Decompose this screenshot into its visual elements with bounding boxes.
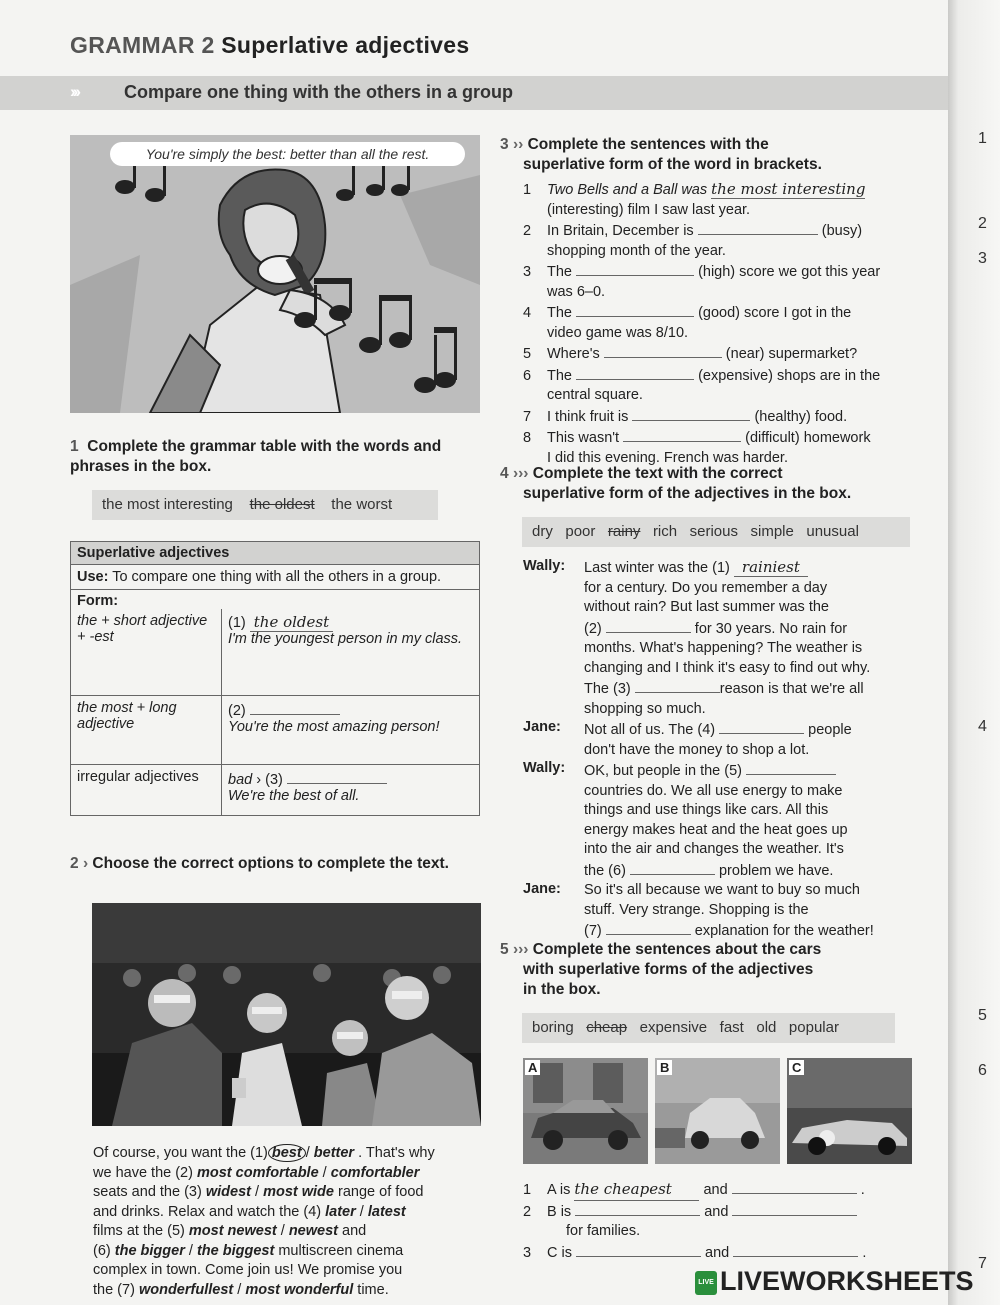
option[interactable]: the biggest (196, 1242, 275, 1259)
option[interactable]: most newest (188, 1223, 277, 1239)
ex1-number: 1 (70, 438, 79, 455)
item-text: In Britain, December is (547, 223, 694, 239)
ex5-instruction: in the box. (523, 981, 601, 998)
speech-text (584, 760, 918, 881)
option[interactable]: the bigger (114, 1242, 185, 1259)
answer-field[interactable]: rainiest (734, 558, 808, 577)
margin-number: 1 (978, 130, 987, 147)
item-text: I did this evening. French was harder. (547, 449, 788, 466)
item-number: 1 (523, 1182, 532, 1198)
speaker-name: Wally: (523, 558, 566, 574)
text-segment: the (7) (93, 1281, 135, 1298)
ex4-instruction: Complete the text with the correct (532, 465, 783, 482)
ex5-item (523, 1242, 903, 1264)
ex3-instruction: superlative form of the word in brackets. (523, 156, 822, 173)
answer-1[interactable]: the oldest (250, 613, 333, 632)
answer-field[interactable] (576, 1242, 701, 1257)
ex3-instruction: Complete the sentences with the (527, 136, 769, 153)
speech-text (584, 558, 918, 719)
box-word: boring (532, 1019, 574, 1036)
item-text: (near) supermarket? (725, 346, 858, 362)
answer-field[interactable]: the cheapest (574, 1180, 699, 1201)
box-word: serious (689, 523, 738, 540)
ex5-item (523, 1179, 903, 1201)
item-number: 2 (523, 1203, 532, 1220)
item-text: . (862, 1244, 867, 1261)
banner-arrows-icon: ››› (70, 82, 78, 101)
ex3-item (523, 220, 923, 242)
text-segment: time. (357, 1281, 389, 1298)
item-number: 1 (523, 182, 532, 198)
ex2-heading (70, 854, 480, 874)
use-text: To compare one thing with all the others in a group. (112, 569, 442, 585)
item-text: I think fruit is (547, 408, 629, 425)
box-word-crossed: the oldest (249, 496, 315, 513)
ex3-item (523, 302, 923, 324)
photo-label: B (657, 1060, 672, 1075)
item-text: (good) score I got in the (698, 305, 852, 321)
photo-label: C (789, 1060, 804, 1075)
item-text: . (860, 1182, 865, 1198)
ex5-instruction: Complete the sentences about the cars (532, 941, 822, 958)
singer-illustration (70, 135, 480, 413)
answer-field[interactable] (733, 1242, 858, 1257)
item-text: for families. (566, 1223, 641, 1239)
box-word: fast (719, 1019, 744, 1036)
item-text: B is (547, 1203, 572, 1220)
ex3-items (523, 180, 923, 468)
form-rule-irregular: irregular adjectives (77, 769, 199, 785)
answer-field[interactable] (732, 1179, 857, 1194)
form-rule-long: the most + long adjective (77, 700, 177, 732)
item-text: (difficult) homework (745, 430, 871, 446)
option-selected[interactable]: best (268, 1144, 306, 1162)
box-word-crossed: rainy (607, 523, 641, 540)
item-text: central square. (547, 387, 643, 403)
ex3-item (523, 365, 923, 387)
ex5-items (523, 1179, 903, 1263)
box-word: unusual (806, 523, 859, 540)
speaker-name: Jane: (523, 881, 561, 897)
speaker-name: Jane: (523, 719, 561, 735)
item-text: The (547, 305, 572, 321)
item-text: (high) score we got this year (698, 264, 881, 280)
answer-field[interactable] (746, 760, 836, 775)
item-text: (healthy) food. (754, 408, 848, 425)
item-number: 4 (523, 305, 532, 321)
box-word: the most interesting (102, 496, 233, 513)
text-segment: changing and I think it's easy to find out why. (584, 659, 871, 676)
text-segment: So it's all because we want to buy so much (584, 882, 860, 898)
box-word: expensive (639, 1019, 708, 1036)
answer-field[interactable] (575, 1201, 700, 1216)
cinema-photo (92, 903, 481, 1126)
item-text: and (705, 1244, 730, 1261)
item-number: 2 (523, 223, 532, 239)
answer-field[interactable] (630, 860, 715, 875)
level-arrow-icon: ›› (512, 136, 524, 153)
ex5-word-box (522, 1013, 895, 1043)
ex1-word-box (92, 490, 438, 520)
item-text: Where's (547, 346, 600, 362)
example-3: We're the best of all. (228, 788, 360, 804)
ex3-heading (500, 135, 900, 175)
option[interactable]: later (325, 1203, 356, 1220)
margin-number: 2 (978, 215, 987, 232)
text-segment: (6) (93, 1242, 111, 1259)
option[interactable]: comfortabler (330, 1164, 420, 1181)
level-arrow-icon: ››› (512, 465, 529, 482)
blank-number: (1) (228, 615, 246, 631)
example-1: I'm the youngest person in my class. (228, 631, 463, 647)
ex3-number: 3 (500, 136, 509, 153)
answer-field[interactable] (604, 343, 722, 358)
margin-number: 4 (978, 718, 987, 735)
grammar-table (70, 541, 480, 816)
item-number: 6 (523, 367, 532, 384)
option[interactable]: better (313, 1145, 355, 1161)
text-segment: multiscreen cinema (278, 1242, 404, 1259)
text-segment: into the air and changes the weather. It's (584, 841, 844, 857)
item-text: and (703, 1182, 728, 1198)
text-segment: Of course, you want the (1) (93, 1145, 268, 1161)
level-arrow-icon: ››› (512, 941, 529, 958)
table-use-row (71, 565, 479, 590)
item-number: 7 (523, 408, 532, 425)
item-number: 5 (523, 346, 532, 362)
text-segment: the (6) (584, 862, 626, 879)
margin-number: 5 (978, 1007, 987, 1024)
text-segment: reason is that we're all (719, 681, 864, 697)
item-text: (interesting) film I saw last year. (547, 201, 751, 218)
text-segment: and (342, 1223, 367, 1239)
text-segment: people (808, 722, 852, 738)
option[interactable]: most wide (263, 1184, 334, 1200)
ex5-number: 5 (500, 941, 509, 958)
irregular-base: bad (228, 772, 253, 788)
next-page-edge (948, 0, 1000, 1305)
answer-field[interactable] (719, 719, 804, 734)
table-title: Superlative adjectives (71, 542, 479, 565)
text-segment: things and use things like cars. All this (584, 802, 829, 818)
arrow-icon: › (256, 772, 262, 788)
speaker-name: Wally: (523, 760, 566, 776)
item-text: The (547, 367, 572, 384)
ex3-item (523, 427, 923, 449)
answer-field[interactable] (632, 406, 750, 421)
text-segment: stuff. Very strange. Shopping is the (584, 901, 809, 918)
box-word: popular (788, 1019, 839, 1036)
text-segment: and drinks. Relax and watch the (4) (93, 1203, 322, 1220)
item-text: This wasn't (547, 430, 620, 446)
page-title (70, 32, 469, 59)
answer-field[interactable] (698, 220, 818, 235)
text-segment: Not all of us. The (4) (584, 722, 716, 738)
ex4-instruction: superlative form of the adjectives in the box. (523, 485, 852, 502)
item-text: video game was 8/10. (547, 324, 689, 341)
item-text: C is (547, 1244, 572, 1261)
speech-text (584, 719, 918, 760)
ex4-number: 4 (500, 465, 509, 482)
answer-field[interactable] (576, 365, 694, 380)
item-text: A is (547, 1182, 571, 1198)
speech-bubble: You're simply the best: better than all the rest. (110, 142, 465, 166)
blank-number: (2) (228, 703, 246, 719)
text-segment: (7) (584, 923, 602, 939)
text-segment: for 30 years. No rain for (694, 620, 848, 637)
car-photo-b (655, 1058, 780, 1164)
item-number: 3 (523, 264, 532, 280)
box-word: dry (532, 523, 553, 540)
text-segment: problem we have. (718, 862, 834, 879)
car-photo-c (787, 1058, 912, 1164)
ex4-dialogue (523, 558, 918, 942)
ex4-heading (500, 464, 900, 504)
item-text: (expensive) shops are in the (698, 367, 881, 384)
text-segment: OK, but people in the (5) (584, 763, 742, 779)
speech-text (584, 881, 918, 942)
text-segment: explanation for the weather! (694, 923, 874, 939)
car-photo-a (523, 1058, 648, 1164)
form-label: Form: (77, 593, 119, 609)
text-segment: without rain? But last summer was the (584, 599, 829, 615)
item-text: was 6–0. (547, 283, 606, 300)
text-segment: . That's why (358, 1145, 435, 1161)
ex3-item (523, 180, 923, 201)
example-2: You're the most amazing person! (228, 719, 440, 735)
margin-number: 3 (978, 250, 987, 267)
ex3-item (523, 406, 923, 428)
answer-field[interactable]: the most interesting (711, 180, 866, 198)
option[interactable]: wonderfullest (138, 1281, 234, 1298)
level-arrow-icon: › (82, 855, 89, 872)
liveworksheets-logo[interactable]: LIVEWORKSHEETS (720, 1266, 974, 1296)
item-text: The (547, 264, 572, 280)
answer-field[interactable] (576, 302, 694, 317)
item-number: 8 (523, 430, 532, 446)
box-word: simple (750, 523, 794, 540)
text-segment: we have the (2) (93, 1164, 193, 1181)
box-word: rich (652, 523, 678, 540)
blank-number: (3) (265, 772, 283, 788)
text-segment: shopping so much. (584, 700, 706, 717)
ex3-item (523, 343, 923, 365)
answer-field[interactable] (606, 920, 691, 935)
text-segment: energy makes heat and the heat goes up (584, 821, 848, 838)
answer-2-field[interactable] (250, 700, 340, 715)
answer-field[interactable] (576, 261, 694, 276)
text-segment: for a century. Do you remember a day (584, 579, 828, 596)
grammar-label: GRAMMAR 2 (70, 32, 215, 58)
liveworksheets-badge-icon: LIVE (695, 1271, 717, 1295)
item-number: 3 (523, 1244, 532, 1261)
text-segment: complex in town. Come join us! We promise you (93, 1262, 403, 1278)
form-rule-short: the + short adjective + -est (77, 613, 208, 645)
ex3-item (523, 261, 923, 283)
ex5-instruction: with superlative forms of the adjectives (523, 961, 814, 978)
banner-text: Compare one thing with the others in a group (124, 82, 514, 102)
text-segment: seats and the (3) (93, 1184, 202, 1200)
margin-number: 6 (978, 1062, 987, 1079)
margin-number: 7 (978, 1255, 987, 1272)
text-segment: The (3) (584, 681, 631, 697)
box-word: the worst (331, 496, 393, 513)
ex1-heading (70, 437, 470, 477)
ex2-number: 2 (70, 855, 79, 872)
box-word: poor (565, 523, 596, 540)
option[interactable]: most wonderful (245, 1281, 354, 1298)
option[interactable]: most comfortable (196, 1164, 319, 1181)
item-text: (busy) (821, 223, 863, 239)
table-form-row (71, 590, 479, 815)
text-segment: don't have the money to shop a lot. (584, 741, 810, 758)
answer-3-field[interactable] (287, 769, 387, 784)
ex5-item (523, 1201, 903, 1223)
text-segment: countries do. We all use energy to make (584, 782, 843, 799)
text-segment: Last winter was the (1) (584, 560, 730, 576)
item-text: and (704, 1203, 729, 1220)
text-segment: (2) (584, 620, 602, 637)
title-text: Superlative adjectives (221, 32, 470, 58)
ex5-heading (500, 940, 900, 1000)
text-segment: films at the (5) (93, 1223, 185, 1239)
text-segment: range of food (338, 1184, 424, 1200)
text-segment: months. What's happening? The weather is (584, 640, 863, 656)
ex1-instruction: Complete the grammar table with the words and phrases in the box. (70, 438, 442, 475)
answer-field[interactable] (623, 427, 741, 442)
option[interactable]: widest (205, 1184, 251, 1200)
photo-label: A (525, 1060, 540, 1075)
ex2-instruction: Choose the correct options to complete the text. (92, 855, 449, 872)
ex2-text: Of course, you want the (1) best / better . That's why we have the (2) most comfortable / comfortabler seats and the (3) widest / most wide range of food and drinks. Relax and watch the (4) later / latest films at the (5) most newest / newest and (6) the bigger / the biggest multiscreen cinema complex in town. Come join us! We promise you the (7) wonderfullest / most wonderful time. (93, 1145, 435, 1298)
answer-field[interactable] (635, 678, 720, 693)
answer-field[interactable] (606, 618, 691, 633)
item-text: shopping month of the year. (547, 242, 726, 259)
item-text: Two Bells and a Ball was (547, 182, 708, 198)
answer-field[interactable] (732, 1201, 857, 1216)
option[interactable]: latest (367, 1203, 406, 1220)
box-word-crossed: cheap (586, 1019, 628, 1036)
box-word: old (756, 1019, 777, 1036)
ex4-word-box (522, 517, 910, 547)
option[interactable]: newest (288, 1223, 338, 1239)
use-label: Use: (77, 569, 109, 585)
